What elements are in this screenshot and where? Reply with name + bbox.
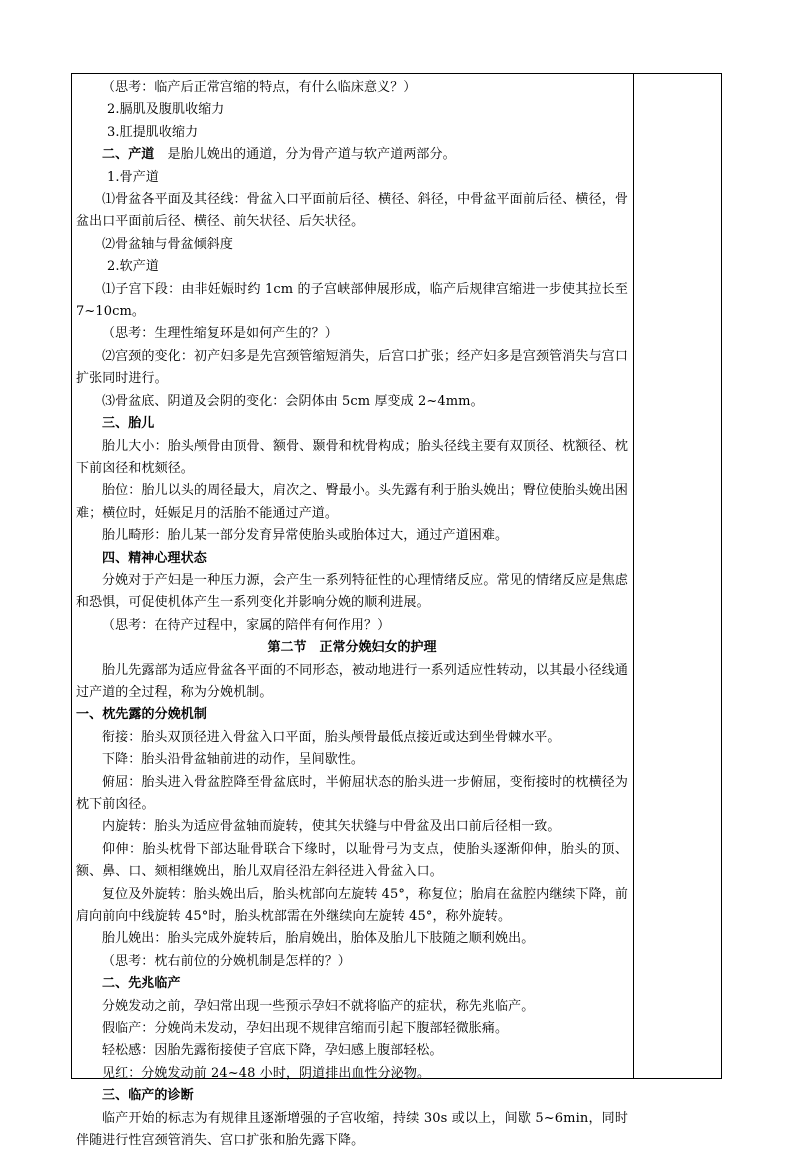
section-heading: 三、胎儿 bbox=[102, 416, 155, 432]
paragraph: 下降：胎头沿骨盆轴前进的动作，呈间歇性。 bbox=[102, 752, 365, 768]
paragraph: ⑶骨盆底、阴道及会阴的变化：会阴体由 5cm 厚变成 2~4mm。 bbox=[102, 393, 484, 409]
think-question: （思考：生理性缩复环是如何产生的？） bbox=[102, 326, 338, 342]
list-item: 2.软产道 bbox=[107, 259, 159, 275]
paragraph: 胎位：胎儿以头的周径最大，肩次之、臀最小。头先露有利于胎头娩出；臀位使胎头娩出困难；横位时，妊娠足月的活胎不能通过产道。 bbox=[76, 483, 628, 521]
paragraph: 见红：分娩发动前 24~48 小时，阴道排出血性分泌物。 bbox=[102, 1065, 431, 1081]
think-question: （思考：在待产过程中，家属的陪伴有何作用？） bbox=[102, 617, 391, 633]
list-item: 3.肛提肌收缩力 bbox=[107, 124, 199, 140]
paragraph: 俯屈：胎头进入骨盆腔降至骨盆底时，半俯屈状态的胎头进一步俯屈，变衔接时的枕横径为枕下前囟径。 bbox=[76, 774, 628, 812]
heading-description: 是胎儿娩出的通道，分为骨产道与软产道两部分。 bbox=[167, 147, 456, 163]
paragraph: 胎儿先露部为适应骨盆各平面的不同形态，被动地进行一系列适应性转动，以其最小径线通过产道的全过程，称为分娩机制。 bbox=[76, 662, 628, 700]
think-question: （思考：临产后正常宫缩的特点，有什么临床意义？） bbox=[102, 80, 417, 95]
paragraph: 胎儿畸形：胎儿某一部分发育异常使胎头或胎体过大，通过产道困难。 bbox=[102, 528, 509, 544]
paragraph: 分娩发动之前，孕妇常出现一些预示孕妇不就将临产的症状，称先兆临产。 bbox=[102, 998, 535, 1014]
list-item: 1.骨产道 bbox=[107, 169, 159, 185]
paragraph: 内旋转：胎头为适应骨盆轴而旋转，使其矢状缝与中骨盆及出口前后径相一致。 bbox=[102, 819, 561, 835]
list-item: 2.膈肌及腹肌收缩力 bbox=[107, 102, 225, 118]
paragraph: 衔接：胎头双顶径进入骨盆入口平面，胎头颅骨最低点接近或达到坐骨棘水平。 bbox=[102, 729, 561, 745]
section-title: 第二节 正常分娩妇女的护理 bbox=[267, 640, 437, 656]
think-question: （思考：枕右前位的分娩机制是怎样的？） bbox=[102, 953, 351, 969]
section-heading: 三、临产的诊断 bbox=[102, 1088, 194, 1104]
paragraph: ⑴子宫下段：由非妊娠时约 1cm 的子宫峡部伸展形成，临产后规律宫缩进一步使其拉长至 7~10cm。 bbox=[76, 281, 628, 320]
paragraph: 临产开始的标志为有规律且逐渐增强的子宫收缩，持续 30s 或以上，间歇 5~6min，同时伴随进行性宫颈管消失、宫口扩张和胎先露下降。 bbox=[76, 1110, 628, 1149]
section-heading-birth-canal bbox=[76, 144, 628, 166]
paragraph: ⑵宫颈的变化：初产妇多是先宫颈管缩短消失，后宫口扩张；经产妇多是宫颈管消失与宫口扩张同时进行。 bbox=[76, 348, 628, 387]
paragraph: 复位及外旋转：胎头娩出后，胎头枕部向左旋转 45°，称复位；胎肩在盆腔内继续下降，前肩向前向中线旋转 45°时，胎头枕部需在外继续向左旋转 45°，称外旋转。 bbox=[76, 886, 628, 925]
paragraph: 轻松感：因胎先露衔接使子宫底下降，孕妇感上腹部轻松。 bbox=[102, 1043, 443, 1059]
section-heading: 一、枕先露的分娩机制 bbox=[76, 707, 208, 723]
heading-label: 二、产道 bbox=[102, 147, 155, 163]
paragraph: 胎儿大小：胎头颅骨由顶骨、额骨、颞骨和枕骨构成；胎头径线主要有双顶径、枕额径、枕下前囟径和枕颏径。 bbox=[76, 438, 628, 476]
paragraph: 胎儿娩出：胎头完成外旋转后，胎肩娩出，胎体及胎儿下肢随之顺利娩出。 bbox=[102, 931, 535, 947]
section-heading: 四、精神心理状态 bbox=[102, 550, 207, 566]
paragraph: 分娩对于产妇是一种压力源，会产生一系列特征性的心理情绪反应。常见的情绪反应是焦虑和恐惧，可促使机体产生一系列变化并影响分娩的顺利进展。 bbox=[76, 572, 628, 611]
list-item: ⑵骨盆轴与骨盆倾斜度 bbox=[102, 236, 234, 252]
section-heading: 二、先兆临产 bbox=[102, 976, 181, 992]
table-column-divider bbox=[633, 73, 634, 1079]
paragraph: 假临产：分娩尚未发动，孕妇出现不规律宫缩而引起下腹部轻微胀痛。 bbox=[102, 1021, 509, 1037]
paragraph: 仰伸：胎头枕骨下部达耻骨联合下缘时，以耻骨弓为支点，使胎头逐渐仰伸，胎头的顶、额、鼻、口、颏相继娩出，胎儿双肩径沿左斜径进入骨盆入口。 bbox=[76, 841, 628, 880]
paragraph: ⑴骨盆各平面及其径线：骨盆入口平面前后径、横径、斜径，中骨盆平面前后径、横径，骨盆出口平面前后径、横径、前矢状径、后矢状径。 bbox=[76, 192, 628, 230]
lesson-content bbox=[76, 77, 628, 1153]
